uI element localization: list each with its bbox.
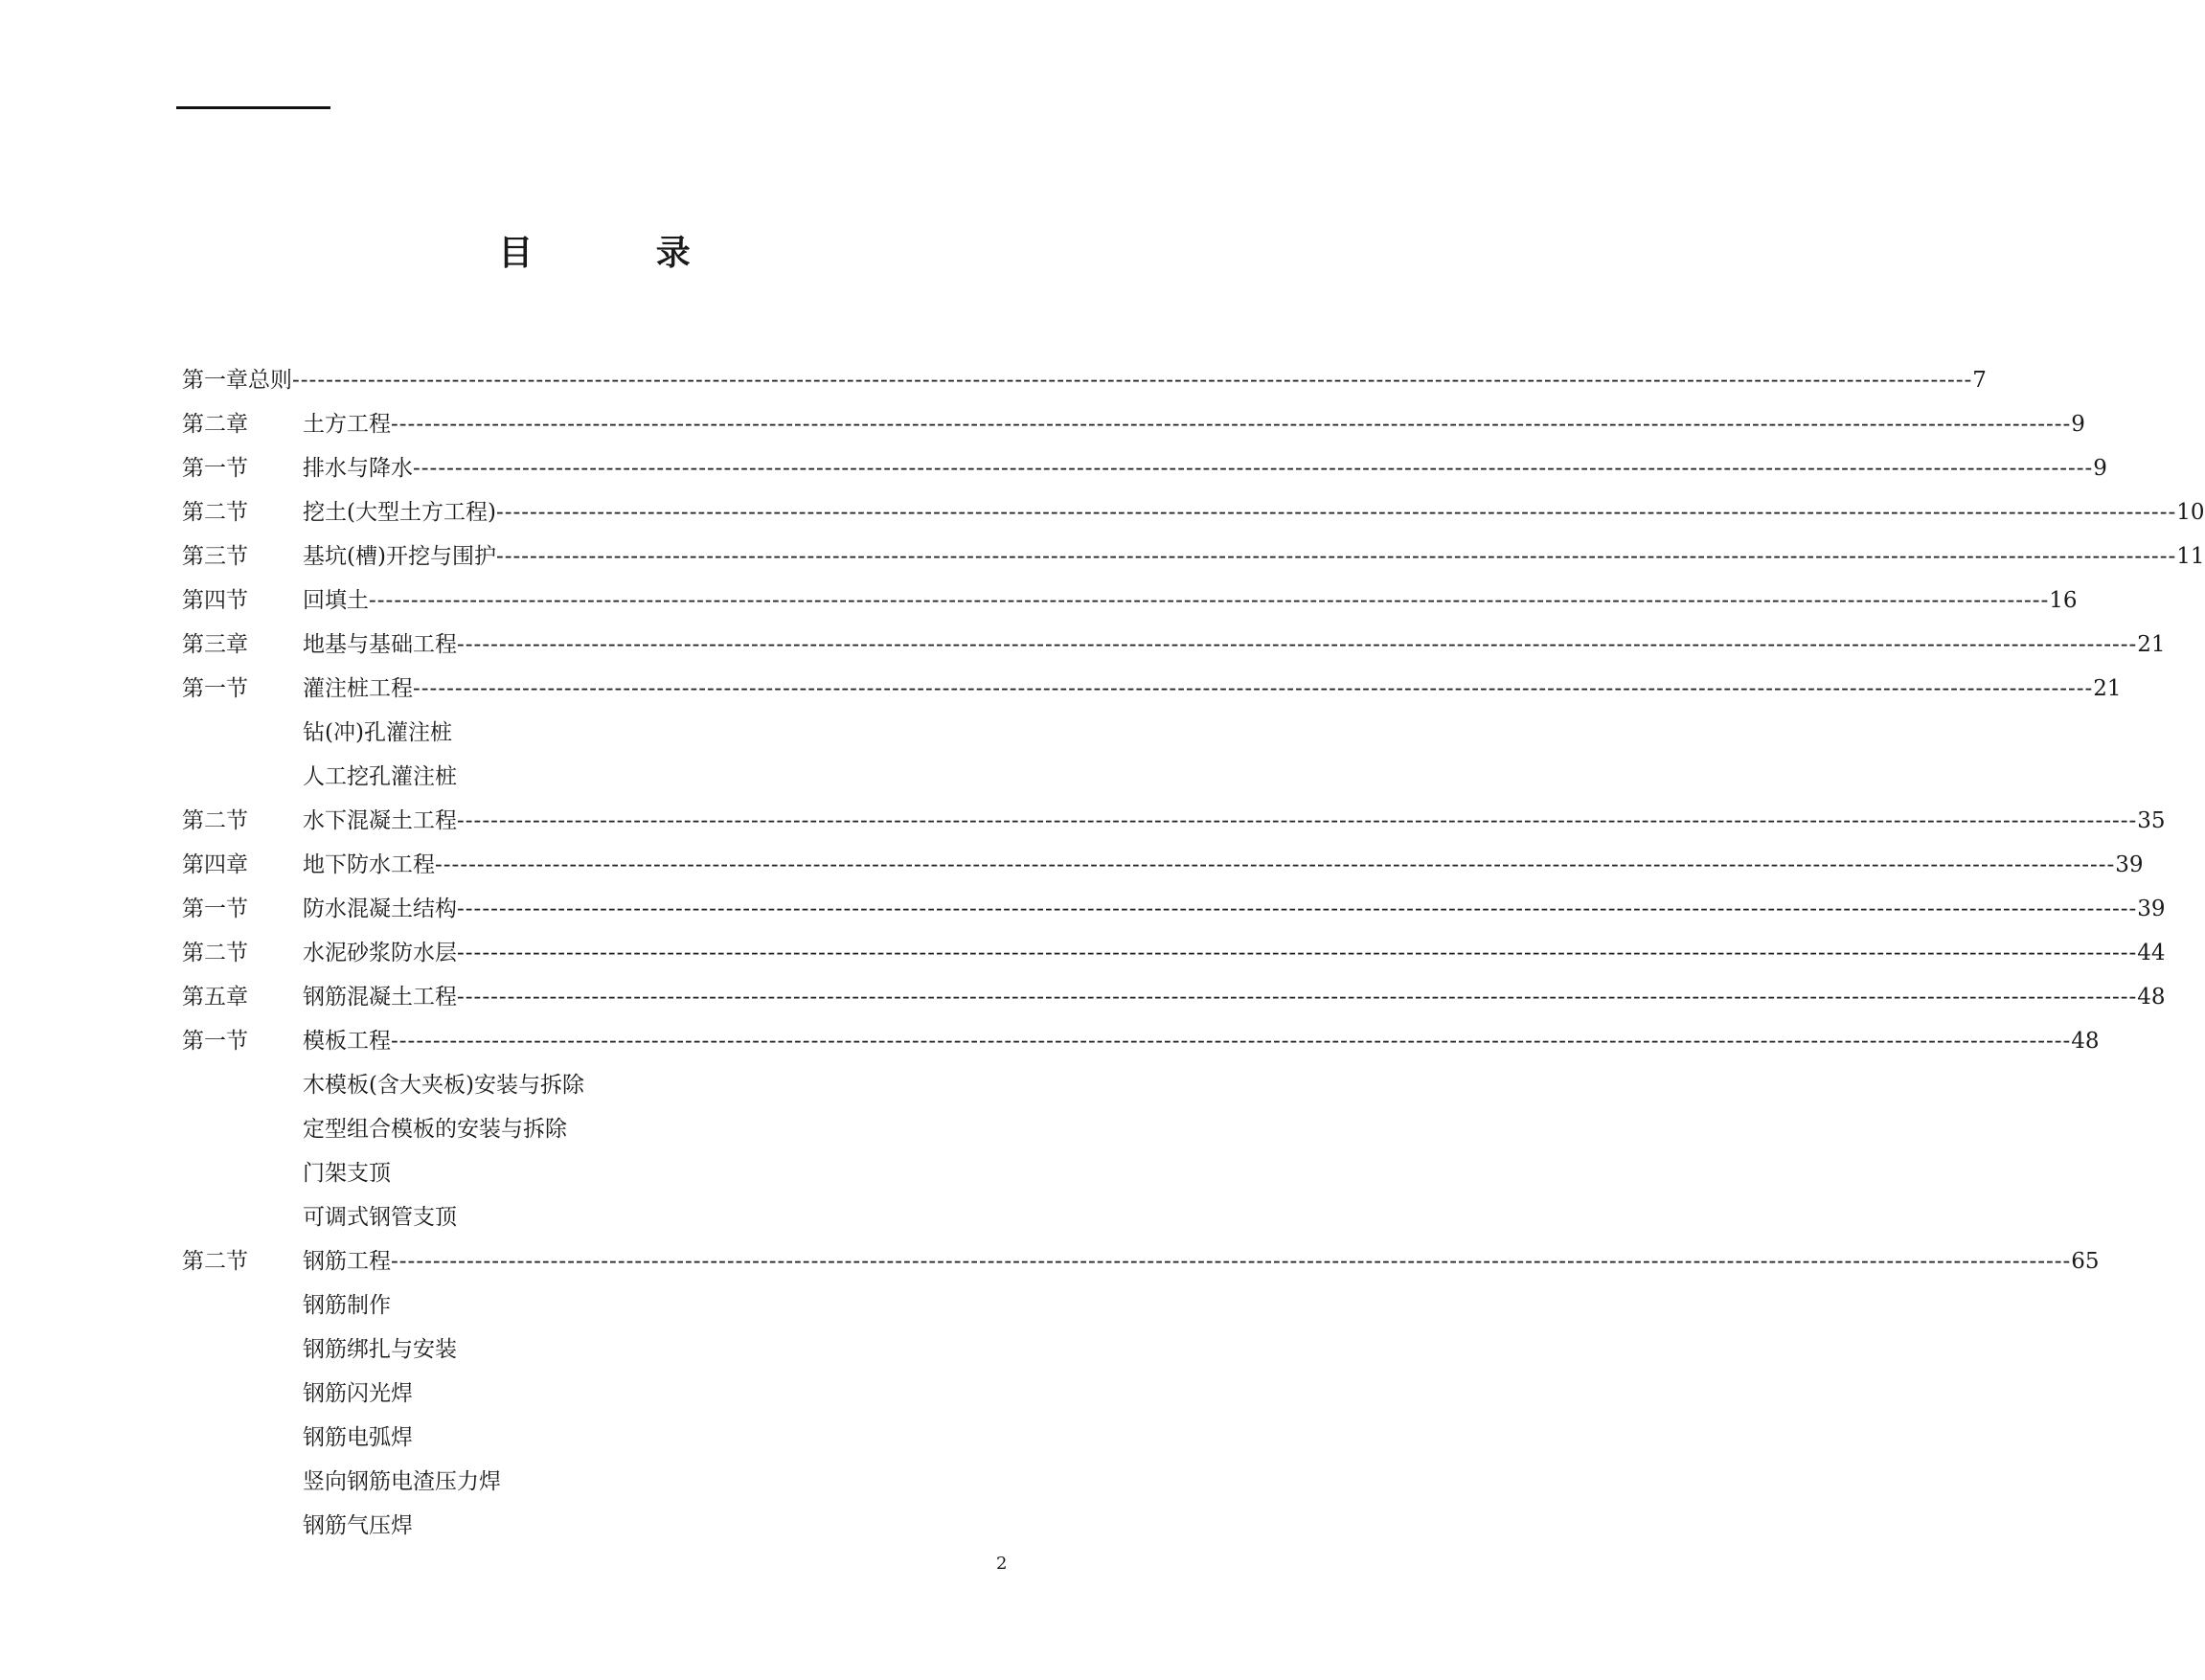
toc-entry[interactable] bbox=[182, 1239, 2100, 1283]
toc-entry-title: 钢筋工程 bbox=[303, 1249, 391, 1274]
toc-entry-label: 第四章 bbox=[182, 852, 248, 877]
toc-entry[interactable] bbox=[182, 755, 1006, 799]
toc-leader-dashes: -------------------------------------------------------------------------------------------------------------------------------------------------------------------------------------------------------- bbox=[435, 852, 2116, 877]
toc-entry-label: 第四节 bbox=[182, 588, 248, 613]
toc-entry-title: 钢筋电弧焊 bbox=[303, 1425, 413, 1450]
toc-entry-title: 定型组合模板的安装与拆除 bbox=[303, 1117, 567, 1142]
toc-entry-title: 门架支顶 bbox=[303, 1161, 391, 1186]
toc-entry-title: 钢筋制作 bbox=[303, 1293, 391, 1318]
toc-leader-dashes: -------------------------------------------------------------------------------------------------------------------------------------------------------------------------------------------------------- bbox=[413, 456, 2094, 481]
toc-entry-title: 钻(冲)孔灌注桩 bbox=[303, 720, 452, 745]
toc-entry[interactable] bbox=[182, 1195, 1006, 1239]
toc-entry[interactable] bbox=[182, 579, 2078, 623]
toc-entry-title: 竖向钢筋电渣压力焊 bbox=[303, 1469, 501, 1494]
toc-entry[interactable] bbox=[182, 358, 1987, 402]
toc-entry-label: 第二节 bbox=[182, 500, 248, 525]
toc-leader-dashes: -------------------------------------------------------------------------------------------------------------------------------------------------------------------------------------------------------- bbox=[457, 941, 2138, 965]
toc-entry[interactable] bbox=[182, 799, 2166, 843]
toc-entry[interactable] bbox=[182, 1504, 1006, 1548]
toc-entry-page: 39 bbox=[2137, 897, 2166, 921]
toc-entry-title: 钢筋气压焊 bbox=[303, 1513, 413, 1538]
toc-entry-title: 可调式钢管支顶 bbox=[303, 1205, 457, 1230]
toc-entry-title: 水下混凝土工程 bbox=[303, 808, 457, 833]
table-of-contents bbox=[182, 358, 2205, 1548]
toc-entry-title: 木模板(含大夹板)安装与拆除 bbox=[303, 1073, 584, 1098]
toc-leader-dashes: -------------------------------------------------------------------------------------------------------------------------------------------------------------------------------------------------------- bbox=[391, 1249, 2072, 1274]
toc-entry[interactable] bbox=[182, 534, 2205, 579]
toc-entry-page: 9 bbox=[2093, 456, 2107, 481]
toc-entry[interactable] bbox=[182, 887, 2166, 931]
toc-entry-page: 44 bbox=[2137, 941, 2166, 965]
toc-entry-title: 水泥砂浆防水层 bbox=[303, 941, 457, 965]
toc-entry-title: 基坑(槽)开挖与围护 bbox=[303, 544, 496, 569]
toc-leader-dashes: -------------------------------------------------------------------------------------------------------------------------------------------------------------------------------------------------------- bbox=[457, 632, 2138, 657]
toc-entry-page: 48 bbox=[2071, 1029, 2100, 1054]
toc-entry-title: 人工挖孔灌注桩 bbox=[303, 764, 457, 789]
toc-entry-title: 灌注桩工程 bbox=[303, 676, 413, 701]
toc-entry-title: 第一章总则 bbox=[182, 368, 292, 393]
toc-leader-dashes: -------------------------------------------------------------------------------------------------------------------------------------------------------------------------------------------------------- bbox=[457, 808, 2138, 833]
toc-entry[interactable] bbox=[182, 1019, 2100, 1063]
toc-leader-dashes: -------------------------------------------------------------------------------------------------------------------------------------------------------------------------------------------------------- bbox=[457, 985, 2138, 1010]
toc-entry-page: 39 bbox=[2115, 852, 2144, 877]
toc-entry-label: 第三章 bbox=[182, 632, 248, 657]
toc-entry[interactable] bbox=[182, 490, 2205, 534]
toc-entry-title: 模板工程 bbox=[303, 1029, 391, 1054]
toc-entry-label: 第二节 bbox=[182, 808, 248, 833]
toc-entry[interactable] bbox=[182, 1063, 1006, 1107]
toc-entry-title: 地基与基础工程 bbox=[303, 632, 457, 657]
toc-entry[interactable] bbox=[182, 843, 2144, 887]
toc-entry-label: 第二节 bbox=[182, 1249, 248, 1274]
toc-entry[interactable] bbox=[182, 1107, 1006, 1151]
toc-entry[interactable] bbox=[182, 667, 2122, 711]
toc-entry-title: 挖土(大型土方工程) bbox=[303, 500, 496, 525]
toc-entry-label: 第一节 bbox=[182, 1029, 248, 1054]
page-title: 目 录 bbox=[498, 234, 746, 273]
toc-entry-page: 7 bbox=[1972, 368, 1987, 393]
header-rule bbox=[176, 106, 330, 109]
toc-entry[interactable] bbox=[182, 1283, 1006, 1328]
toc-entry[interactable] bbox=[182, 1416, 1006, 1460]
toc-entry-page: 9 bbox=[2071, 412, 2085, 437]
toc-leader-dashes: -------------------------------------------------------------------------------------------------------------------------------------------------------------------------------------------------------- bbox=[369, 588, 2050, 613]
toc-entry-title: 钢筋绑扎与安装 bbox=[303, 1337, 457, 1362]
toc-entry[interactable] bbox=[182, 711, 1006, 755]
toc-entry-title: 排水与降水 bbox=[303, 456, 413, 481]
toc-leader-dashes: -------------------------------------------------------------------------------------------------------------------------------------------------------------------------------------------------------- bbox=[495, 500, 2177, 525]
toc-entry-page: 21 bbox=[2137, 632, 2166, 657]
toc-entry[interactable] bbox=[182, 1328, 1006, 1372]
toc-entry[interactable] bbox=[182, 1460, 1006, 1504]
toc-entry[interactable] bbox=[182, 975, 2166, 1019]
toc-entry-label: 第五章 bbox=[182, 985, 248, 1010]
toc-entry[interactable] bbox=[182, 402, 2085, 446]
toc-entry-title: 地下防水工程 bbox=[303, 852, 435, 877]
toc-entry-label: 第二章 bbox=[182, 412, 248, 437]
toc-entry-page: 11 bbox=[2176, 544, 2205, 569]
toc-entry-page: 65 bbox=[2071, 1249, 2100, 1274]
toc-entry[interactable] bbox=[182, 1372, 1006, 1416]
toc-entry-label: 第一节 bbox=[182, 676, 248, 701]
toc-entry-page: 21 bbox=[2093, 676, 2122, 701]
toc-entry-title: 土方工程 bbox=[303, 412, 391, 437]
toc-entry-title: 钢筋闪光焊 bbox=[303, 1381, 413, 1406]
toc-entry-label: 第一节 bbox=[182, 456, 248, 481]
toc-entry[interactable] bbox=[182, 623, 2166, 667]
toc-entry[interactable] bbox=[182, 1151, 1006, 1195]
toc-entry-page: 10 bbox=[2176, 500, 2205, 525]
toc-entry-title: 钢筋混凝土工程 bbox=[303, 985, 457, 1010]
toc-entry-page: 16 bbox=[2049, 588, 2078, 613]
toc-entry-page: 35 bbox=[2137, 808, 2166, 833]
toc-entry-label: 第一节 bbox=[182, 897, 248, 921]
toc-entry-label: 第二节 bbox=[182, 941, 248, 965]
toc-entry-title: 回填土 bbox=[303, 588, 369, 613]
toc-leader-dashes: -------------------------------------------------------------------------------------------------------------------------------------------------------------------------------------------------------- bbox=[391, 412, 2072, 437]
toc-leader-dashes: -------------------------------------------------------------------------------------------------------------------------------------------------------------------------------------------------------- bbox=[391, 1029, 2072, 1054]
toc-leader-dashes: -------------------------------------------------------------------------------------------------------------------------------------------------------------------------------------------------------- bbox=[457, 897, 2138, 921]
toc-entry-page: 48 bbox=[2137, 985, 2166, 1010]
toc-leader-dashes: -------------------------------------------------------------------------------------------------------------------------------------------------------------------------------------------------------- bbox=[495, 544, 2177, 569]
toc-entry[interactable] bbox=[182, 446, 2107, 490]
toc-entry-title: 防水混凝土结构 bbox=[303, 897, 457, 921]
toc-leader-dashes: -------------------------------------------------------------------------------------------------------------------------------------------------------------------------------------------------------- bbox=[292, 368, 1973, 393]
toc-entry[interactable] bbox=[182, 931, 2166, 975]
toc-entry-label: 第三节 bbox=[182, 544, 248, 569]
toc-leader-dashes: -------------------------------------------------------------------------------------------------------------------------------------------------------------------------------------------------------- bbox=[413, 676, 2094, 701]
page-number: 2 bbox=[996, 1554, 1008, 1574]
